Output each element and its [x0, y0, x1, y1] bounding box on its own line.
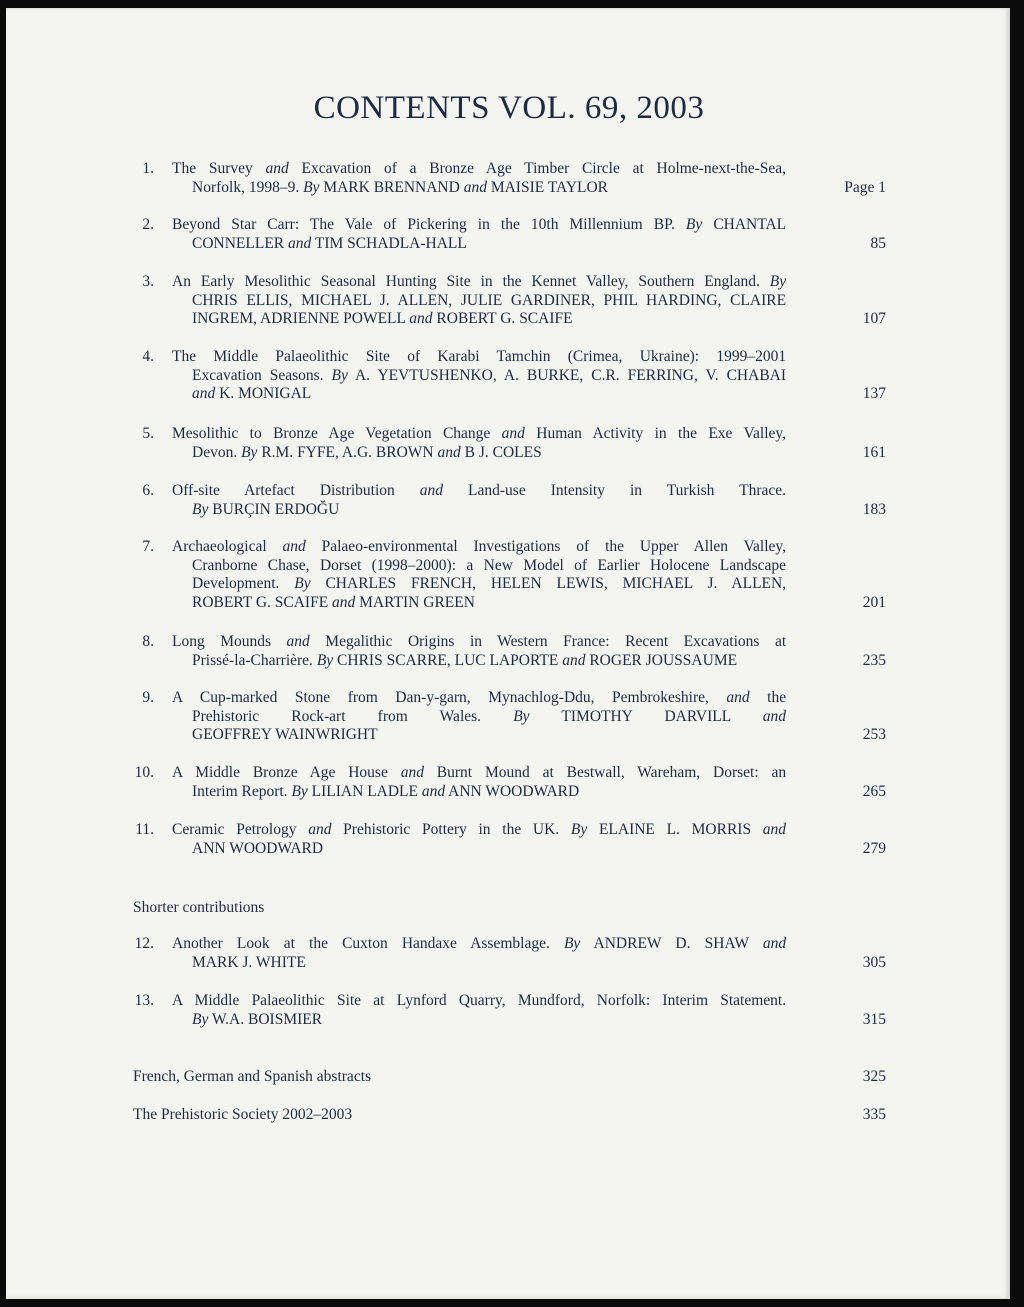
- entry-line: A Middle Bronze Age House and Burnt Mound at Bestwall, Wareham, Dorset: an: [172, 764, 787, 781]
- entry-line: The Survey and Excavation of a Bronze Age Timber Circle at Holme-next-the-Sea,: [172, 160, 787, 177]
- entry-number: 12.: [134, 935, 154, 952]
- entry-line: Excavation Seasons. By A. YEVTUSHENKO, A. BURKE, C.R. FERRING, V. CHABAI: [192, 366, 787, 384]
- entry-title: [172, 764, 786, 801]
- entry-page-number: 305: [862, 953, 886, 971]
- entry-number: 11.: [135, 821, 154, 838]
- entry-title: [172, 689, 786, 745]
- entry-number: 1.: [142, 160, 154, 177]
- entry-page-number: 201: [862, 593, 886, 611]
- entry-line: ANN WOODWARD: [192, 839, 324, 857]
- entry-page-number: 161: [862, 443, 886, 461]
- entry-line: A Middle Palaeolithic Site at Lynford Quarry, Mundford, Norfolk: Interim Statement.: [172, 992, 787, 1009]
- entry-page-number: 107: [862, 310, 886, 327]
- entry-page-number: 265: [862, 782, 886, 800]
- entry-line: Another Look at the Cuxton Handaxe Assemblage. By ANDREW D. SHAW and: [172, 935, 787, 952]
- entry-line: CONNELLER and TIM SCHADLA-HALL: [192, 234, 467, 252]
- entry-line: Interim Report. By LILIAN LADLE and ANN WOODWARD: [192, 782, 580, 800]
- entry-title: [172, 425, 786, 462]
- entry-number: 9.: [142, 689, 154, 706]
- entry-page-number: 137: [862, 385, 886, 402]
- entry-page-number: 279: [862, 839, 886, 857]
- entry-line: A Cup-marked Stone from Dan-y-garn, Mynachlog-Ddu, Pembrokeshire, and the: [172, 689, 787, 706]
- entry-line: Devon. By R.M. FYFE, A.G. BROWN and B J. COLES: [192, 443, 542, 461]
- entry-title: [172, 482, 786, 519]
- page-title: CONTENTS VOL. 69, 2003: [313, 90, 705, 126]
- entry-title: [172, 216, 786, 253]
- entry-line: Archaeological and Palaeo-environmental Investigations of the Upper Allen Valley,: [172, 538, 787, 555]
- entry-page-number: 253: [862, 726, 886, 743]
- entry-line: Prehistoric Rock-art from Wales. By TIMOTHY DARVILL and: [192, 707, 787, 725]
- entry-number: 4.: [142, 348, 154, 365]
- entry-number: 8.: [142, 633, 154, 650]
- entry-line: Long Mounds and Megalithic Origins in Western France: Recent Excavations at: [172, 633, 787, 650]
- end-item-page: 325: [862, 1068, 886, 1085]
- entry-title: [172, 821, 786, 858]
- entry-line: ROBERT G. SCAIFE and MARTIN GREEN: [192, 593, 475, 611]
- entry-line: Norfolk, 1998–9. By MARK BRENNAND and MAISIE TAYLOR: [192, 178, 609, 196]
- entry-title: [172, 160, 786, 197]
- entry-line: CHRIS ELLIS, MICHAEL J. ALLEN, JULIE GARDINER, PHIL HARDING, CLAIRE: [192, 291, 787, 309]
- entry-page-number: 235: [862, 651, 886, 669]
- section-heading-shorter: Shorter contributions: [133, 899, 265, 916]
- entry-page-number: 85: [870, 234, 886, 252]
- entry-title: [172, 992, 786, 1029]
- entry-line: Cranborne Chase, Dorset (1998–2000): a New Model of Earlier Holocene Landscape: [192, 556, 787, 574]
- entry-line: By W.A. BOISMIER: [192, 1010, 323, 1028]
- entry-number: 10.: [134, 764, 154, 781]
- entry-number: 7.: [142, 538, 154, 555]
- entry-line: The Middle Palaeolithic Site of Karabi Tamchin (Crimea, Ukraine): 1999–2001: [172, 348, 787, 365]
- entry-line: Ceramic Petrology and Prehistoric Pottery in the UK. By ELAINE L. MORRIS and: [172, 821, 787, 838]
- entry-number: 13.: [134, 992, 154, 1009]
- entry-title: [172, 273, 786, 329]
- entry-line: By BURÇIN ERDOĞU: [192, 500, 340, 518]
- entry-line: Prissé-la-Charrière. By CHRIS SCARRE, LUC LAPORTE and ROGER JOUSSAUME: [192, 651, 738, 669]
- entry-title: [172, 935, 786, 972]
- entry-title: [172, 538, 786, 612]
- entry-title: [172, 348, 786, 404]
- end-item-label: The Prehistoric Society 2002–2003: [133, 1106, 353, 1123]
- entry-line: GEOFFREY WAINWRIGHT: [192, 726, 378, 743]
- entry-page-number: Page 1: [844, 178, 886, 196]
- entry-number: 3.: [142, 273, 154, 290]
- entry-line: An Early Mesolithic Seasonal Hunting Site in the Kennet Valley, Southern England. By: [172, 273, 787, 290]
- end-item-label: French, German and Spanish abstracts: [133, 1068, 372, 1085]
- entry-line: Off-site Artefact Distribution and Land-use Intensity in Turkish Thrace.: [172, 482, 787, 499]
- entry-number: 6.: [142, 482, 154, 499]
- entry-page-number: 315: [862, 1010, 886, 1028]
- entry-line: INGREM, ADRIENNE POWELL and ROBERT G. SCAIFE: [192, 310, 573, 327]
- entry-page-number: 183: [862, 500, 886, 518]
- entry-number: 2.: [142, 216, 154, 233]
- entry-line: MARK J. WHITE: [192, 953, 306, 971]
- entry-title: [172, 633, 786, 670]
- entry-line: and K. MONIGAL: [192, 385, 312, 402]
- entry-line: Mesolithic to Bronze Age Vegetation Change and Human Activity in the Exe Valley,: [172, 425, 786, 442]
- end-item-page: 335: [862, 1106, 886, 1123]
- entry-number: 5.: [142, 425, 154, 442]
- entry-line: Beyond Star Carr: The Vale of Pickering in the 10th Millennium BP. By CHANTAL: [172, 216, 787, 233]
- entry-line: Development. By CHARLES FRENCH, HELEN LEWIS, MICHAEL J. ALLEN,: [192, 575, 787, 592]
